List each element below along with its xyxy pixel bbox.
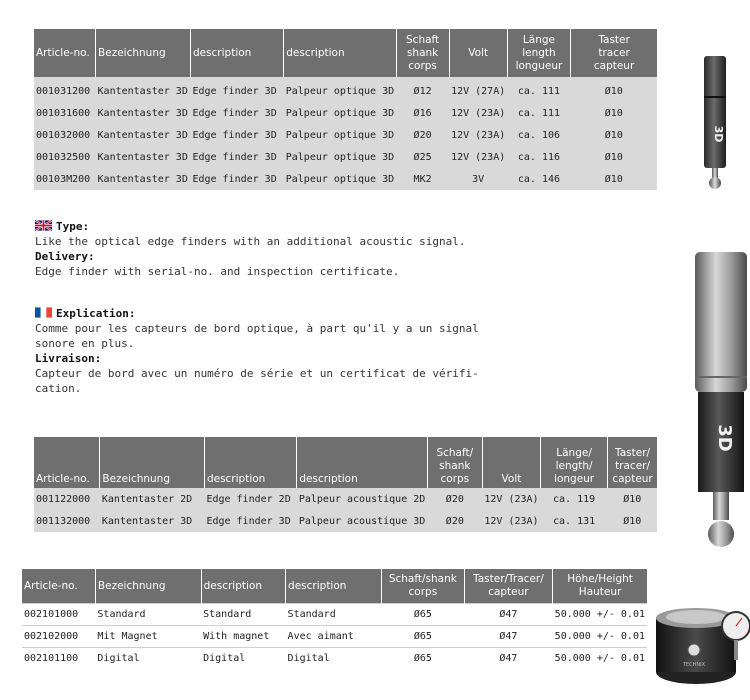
table-cell: Ø12 — [396, 77, 449, 102]
table-row — [34, 168, 657, 190]
table-cell: Standard — [201, 604, 285, 626]
table-cell: 12V (23A) — [482, 510, 540, 532]
column-header: Taster tracer capteur — [571, 29, 657, 77]
table-cell: Standard — [286, 604, 382, 626]
table-cell: Ø20 — [427, 510, 482, 532]
column-header: Taster/ tracer/ capteur — [608, 437, 657, 488]
table-cell: Kantentaster 3D — [96, 124, 191, 146]
table-row — [34, 124, 657, 146]
livraison-label: Livraison: — [35, 352, 102, 365]
table-cell: 3V — [449, 168, 507, 190]
column-header: Article-no. — [34, 29, 96, 77]
edge-finder-optical-table — [34, 29, 657, 190]
table-cell: ca. 106 — [507, 124, 570, 146]
table-cell: ca. 111 — [507, 102, 570, 124]
table-cell: ca. 146 — [507, 168, 570, 190]
english-info — [35, 219, 465, 279]
height-setter-table — [22, 569, 647, 669]
uk-flag-icon — [35, 220, 52, 231]
column-header: Bezeichnung — [95, 569, 201, 604]
table-cell: Ø47 — [464, 648, 553, 670]
table-cell: MK2 — [396, 168, 449, 190]
table-cell: 001032500 — [34, 146, 96, 168]
column-header: Schaft shank corps — [396, 29, 449, 77]
table-row — [34, 510, 657, 532]
table-cell: Ø47 — [464, 626, 553, 648]
table-header-row — [34, 437, 657, 488]
table-cell: Kantentaster 3D — [100, 510, 205, 532]
france-flag-icon — [35, 307, 52, 318]
table-cell: Kantentaster 3D — [96, 168, 191, 190]
table-cell: Palpeur acoustique 3D — [297, 510, 427, 532]
type-label: Type: — [56, 220, 90, 233]
table-cell: Palpeur optique 3D — [284, 124, 396, 146]
table-cell: Digital — [286, 648, 382, 670]
table-cell: Ø10 — [571, 77, 657, 102]
table-row — [34, 102, 657, 124]
table-cell: Ø10 — [608, 488, 657, 510]
edge-finder-acoustic-table — [34, 437, 657, 532]
column-header: Volt — [482, 437, 540, 488]
explication-line1: Comme pour les capteurs de bord optique, à part qu'il y a un signal — [35, 322, 479, 335]
table-cell: Edge finder 2D — [204, 488, 296, 510]
column-header: description — [284, 29, 396, 77]
table-cell: Edge finder 3D — [190, 77, 283, 102]
table-cell: Kantentaster 3D — [96, 77, 191, 102]
column-header: Taster/Tracer/ capteur — [464, 569, 553, 604]
column-header: description — [286, 569, 382, 604]
table-cell: 001132000 — [34, 510, 100, 532]
table-cell: Edge finder 3D — [204, 510, 296, 532]
french-info — [35, 306, 479, 396]
column-header: description — [190, 29, 283, 77]
height-setter-image — [652, 600, 750, 690]
delivery-label: Delivery: — [35, 250, 95, 263]
table-cell: Ø16 — [396, 102, 449, 124]
table-cell: 12V (23A) — [482, 488, 540, 510]
table-cell: ca. 131 — [541, 510, 608, 532]
table-cell: Palpeur optique 3D — [284, 146, 396, 168]
table-cell: Kantentaster 3D — [96, 102, 191, 124]
table-cell: 12V (23A) — [449, 124, 507, 146]
table-cell: With magnet — [201, 626, 285, 648]
table-cell: Ø10 — [571, 124, 657, 146]
table-row — [34, 146, 657, 168]
table-row — [34, 488, 657, 510]
table-cell: 001122000 — [34, 488, 100, 510]
table-cell: Digital — [95, 648, 201, 670]
column-header: Länge length longueur — [507, 29, 570, 77]
table-cell: ca. 116 — [507, 146, 570, 168]
column-header: Länge/ length/ longeur — [541, 437, 608, 488]
table-cell: ca. 119 — [541, 488, 608, 510]
column-header: Article-no. — [22, 569, 95, 604]
table-cell: 001031200 — [34, 77, 96, 102]
table-cell: Edge finder 3D — [190, 124, 283, 146]
edge-finder-large-image — [693, 252, 749, 552]
table-row — [22, 626, 647, 648]
table-cell: Palpeur optique 3D — [284, 168, 396, 190]
type-text: Like the optical edge finders with an additional acoustic signal. — [35, 235, 466, 248]
probe-large-label: 3D — [714, 424, 735, 452]
setter-label: TECHNIX — [682, 662, 706, 668]
table-cell: Kantentaster 2D — [100, 488, 205, 510]
table-row — [22, 648, 647, 670]
table-cell: Ø10 — [608, 510, 657, 532]
table-cell: Ø65 — [382, 604, 465, 626]
table-cell: 002101000 — [22, 604, 95, 626]
probe-small-label: 3D — [712, 125, 725, 143]
table-cell: Ø65 — [382, 626, 465, 648]
livraison-line1: Capteur de bord avec un numéro de série et un certificat de vérifi- — [35, 367, 479, 380]
table-cell: 50.000 +/- 0.01 — [553, 604, 647, 626]
table-cell: Ø10 — [571, 102, 657, 124]
table-cell: Ø10 — [571, 146, 657, 168]
table-cell: Palpeur acoustique 2D — [297, 488, 427, 510]
column-header: Bezeichnung — [100, 437, 205, 488]
column-header: Schaft/ shank corps — [427, 437, 482, 488]
table-cell: 50.000 +/- 0.01 — [553, 648, 647, 670]
table-cell: Ø20 — [396, 124, 449, 146]
column-header: Volt — [449, 29, 507, 77]
column-header: Schaft/shank corps — [382, 569, 465, 604]
table-cell: 00103M200 — [34, 168, 96, 190]
table-cell: Ø65 — [382, 648, 465, 670]
table-cell: 12V (23A) — [449, 146, 507, 168]
table-row — [34, 77, 657, 102]
column-header: description — [201, 569, 285, 604]
table-cell: Palpeur optique 3D — [284, 77, 396, 102]
column-header: description — [297, 437, 427, 488]
table-cell: 001032000 — [34, 124, 96, 146]
table-header-row — [34, 29, 657, 77]
table-cell: 12V (23A) — [449, 102, 507, 124]
table-cell: Palpeur optique 3D — [284, 102, 396, 124]
explication-line2: sonore en plus. — [35, 337, 135, 350]
column-header: description — [204, 437, 296, 488]
table-cell: Edge finder 3D — [190, 168, 283, 190]
table-cell: Avec aimant — [286, 626, 382, 648]
delivery-text: Edge finder with serial-no. and inspection certificate. — [35, 265, 400, 278]
column-header: Bezeichnung — [96, 29, 191, 77]
table-cell: Ø10 — [571, 168, 657, 190]
table-cell: Edge finder 3D — [190, 146, 283, 168]
table-cell: ca. 111 — [507, 77, 570, 102]
table-header-row — [22, 569, 647, 604]
table-cell: 50.000 +/- 0.01 — [553, 626, 647, 648]
explication-label: Explication: — [56, 307, 136, 320]
table-cell: Mit Magnet — [95, 626, 201, 648]
table-cell: Ø25 — [396, 146, 449, 168]
table-cell: Ø20 — [427, 488, 482, 510]
table-cell: Edge finder 3D — [190, 102, 283, 124]
table-cell: 001031600 — [34, 102, 96, 124]
livraison-line2: cation. — [35, 382, 82, 395]
table-row — [22, 604, 647, 626]
table-cell: Standard — [95, 604, 201, 626]
table-cell: Digital — [201, 648, 285, 670]
table-cell: 12V (27A) — [449, 77, 507, 102]
table-cell: Kantentaster 3D — [96, 146, 191, 168]
table-cell: 002101100 — [22, 648, 95, 670]
column-header: Höhe/Height Hauteur — [553, 569, 647, 604]
table-cell: 002102000 — [22, 626, 95, 648]
edge-finder-small-image — [698, 56, 732, 190]
column-header: Article-no. — [34, 437, 100, 488]
table-cell: Ø47 — [464, 604, 553, 626]
